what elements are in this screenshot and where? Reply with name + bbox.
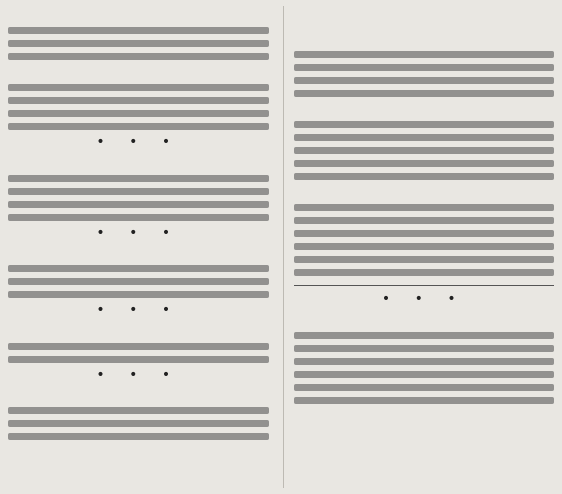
text-line-placeholder — [294, 256, 555, 263]
paragraph — [294, 100, 555, 114]
text-line-placeholder — [294, 397, 555, 404]
right-column — [283, 6, 555, 488]
text-line-placeholder — [8, 27, 269, 34]
dot-separator: • • • — [381, 291, 466, 307]
text-line-placeholder — [8, 407, 269, 414]
text-line-placeholder — [8, 291, 269, 298]
text-line-placeholder — [8, 123, 269, 130]
text-line-placeholder — [8, 214, 269, 221]
paragraph — [8, 6, 269, 20]
text-line-placeholder — [8, 201, 269, 208]
dot-separator: • • • — [96, 302, 181, 318]
text-line-placeholder — [294, 217, 555, 224]
text-line-placeholder — [8, 97, 269, 104]
text-line-placeholder — [294, 371, 555, 378]
paragraph — [8, 63, 269, 77]
text-line-placeholder — [294, 51, 555, 58]
paragraph — [8, 154, 269, 168]
paragraph — [8, 322, 269, 336]
text-line-placeholder — [294, 358, 555, 365]
text-line-placeholder — [294, 243, 555, 250]
text-line-placeholder — [8, 265, 269, 272]
text-line-placeholder — [8, 343, 269, 350]
text-line-placeholder — [294, 160, 555, 167]
text-line-placeholder — [8, 110, 269, 117]
text-line-placeholder — [8, 356, 269, 363]
paragraph — [294, 183, 555, 197]
text-line-placeholder — [294, 134, 555, 141]
text-line-placeholder — [8, 278, 269, 285]
text-line-placeholder — [8, 175, 269, 182]
paragraph — [294, 30, 555, 44]
text-line-placeholder — [8, 420, 269, 427]
text-line-placeholder — [294, 64, 555, 71]
text-line-placeholder — [294, 345, 555, 352]
left-column — [8, 6, 269, 488]
paragraph — [294, 311, 555, 325]
text-line-placeholder — [294, 121, 555, 128]
text-line-placeholder — [294, 204, 555, 211]
dot-separator: • • • — [96, 134, 181, 150]
text-line-placeholder — [294, 147, 555, 154]
text-line-placeholder — [294, 77, 555, 84]
paragraph — [8, 244, 269, 258]
text-line-placeholder — [8, 53, 269, 60]
text-line-placeholder — [294, 332, 555, 339]
text-line-placeholder — [294, 384, 555, 391]
text-line-placeholder — [8, 84, 269, 91]
dot-separator: • • • — [96, 224, 181, 241]
calligraphy-title — [294, 283, 555, 286]
text-line-placeholder — [294, 90, 555, 97]
text-line-placeholder — [8, 40, 269, 47]
text-line-placeholder — [8, 433, 269, 440]
dot-separator: • • • — [96, 366, 181, 383]
text-line-placeholder — [8, 188, 269, 195]
intro-line — [294, 6, 555, 20]
text-line-placeholder — [294, 230, 555, 237]
text-line-placeholder — [294, 269, 555, 276]
paragraph — [8, 386, 269, 400]
text-line-placeholder — [294, 173, 555, 180]
